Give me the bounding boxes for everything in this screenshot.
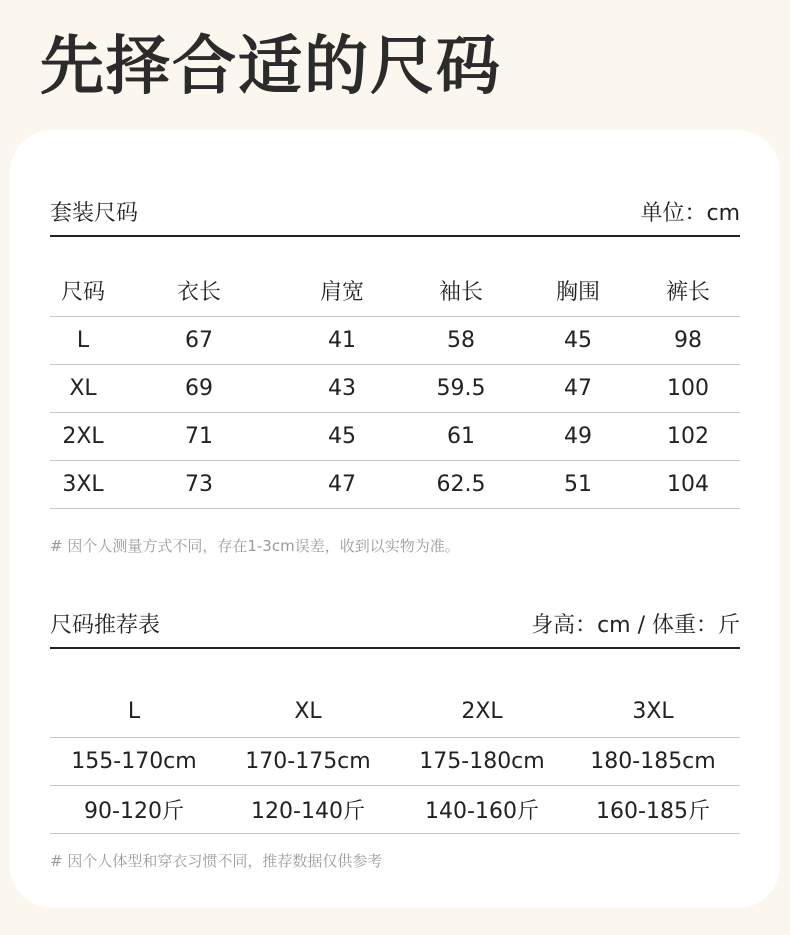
table-cell: 90-120斤 [50,786,218,834]
header-size-2xl: 2XL [398,685,566,738]
table-cell: 71 [116,413,282,461]
table-cell: 67 [116,317,282,365]
table-cell: 58 [402,317,520,365]
size-table-note: # 因个人测量方式不同，存在1-3cm误差，收到以实物为准。 [50,537,460,555]
size-table-unit: 单位：cm [640,201,740,226]
header-size-3xl: 3XL [566,685,740,738]
header-size-xl: XL [218,685,398,738]
header-sleeve: 袖长 [402,264,520,317]
size-table-head-row [50,264,740,317]
table-cell: 175-180cm [398,738,566,786]
table-cell: 69 [116,365,282,413]
size-table [50,264,740,509]
table-cell: 180-185cm [566,738,740,786]
recommend-table-head-row [50,685,740,738]
header-length: 衣长 [116,264,282,317]
table-cell: 2XL [50,413,116,461]
table-cell: L [50,317,116,365]
table-cell: 62.5 [402,461,520,509]
recommend-table-note: # 因个人体型和穿衣习惯不同，推荐数据仅供参考 [50,852,383,870]
table-cell: 51 [520,461,636,509]
header-size-l: L [50,685,218,738]
header-chest: 胸围 [520,264,636,317]
table-cell: 3XL [50,461,116,509]
table-cell: 45 [282,413,402,461]
table-cell: 73 [116,461,282,509]
table-cell: 98 [636,317,740,365]
table-row [50,461,740,509]
table-cell: 102 [636,413,740,461]
size-table-header [50,196,740,237]
table-row [50,317,740,365]
header-pants: 裤长 [636,264,740,317]
header-shoulder: 肩宽 [282,264,402,317]
recommend-table-label: 尺码推荐表 [50,613,161,638]
table-cell: 49 [520,413,636,461]
page-title: 先择合适的尺码 [40,30,502,104]
table-cell: 140-160斤 [398,786,566,834]
table-cell: 45 [520,317,636,365]
table-cell: 61 [402,413,520,461]
size-table-label: 套装尺码 [50,201,139,226]
table-cell: 170-175cm [218,738,398,786]
size-card [10,130,780,908]
table-cell: 160-185斤 [566,786,740,834]
table-row [50,413,740,461]
table-cell: 155-170cm [50,738,218,786]
table-cell: 104 [636,461,740,509]
recommend-table [50,685,740,834]
table-row [50,365,740,413]
recommend-table-header [50,608,740,649]
table-cell: 43 [282,365,402,413]
table-cell: 120-140斤 [218,786,398,834]
table-cell: 41 [282,317,402,365]
recommend-table-unit: 身高：cm / 体重：斤 [531,613,740,638]
table-row [50,786,740,834]
table-row [50,738,740,786]
header-size: 尺码 [50,264,116,317]
table-cell: XL [50,365,116,413]
table-cell: 47 [520,365,636,413]
table-cell: 47 [282,461,402,509]
table-cell: 59.5 [402,365,520,413]
table-cell: 100 [636,365,740,413]
